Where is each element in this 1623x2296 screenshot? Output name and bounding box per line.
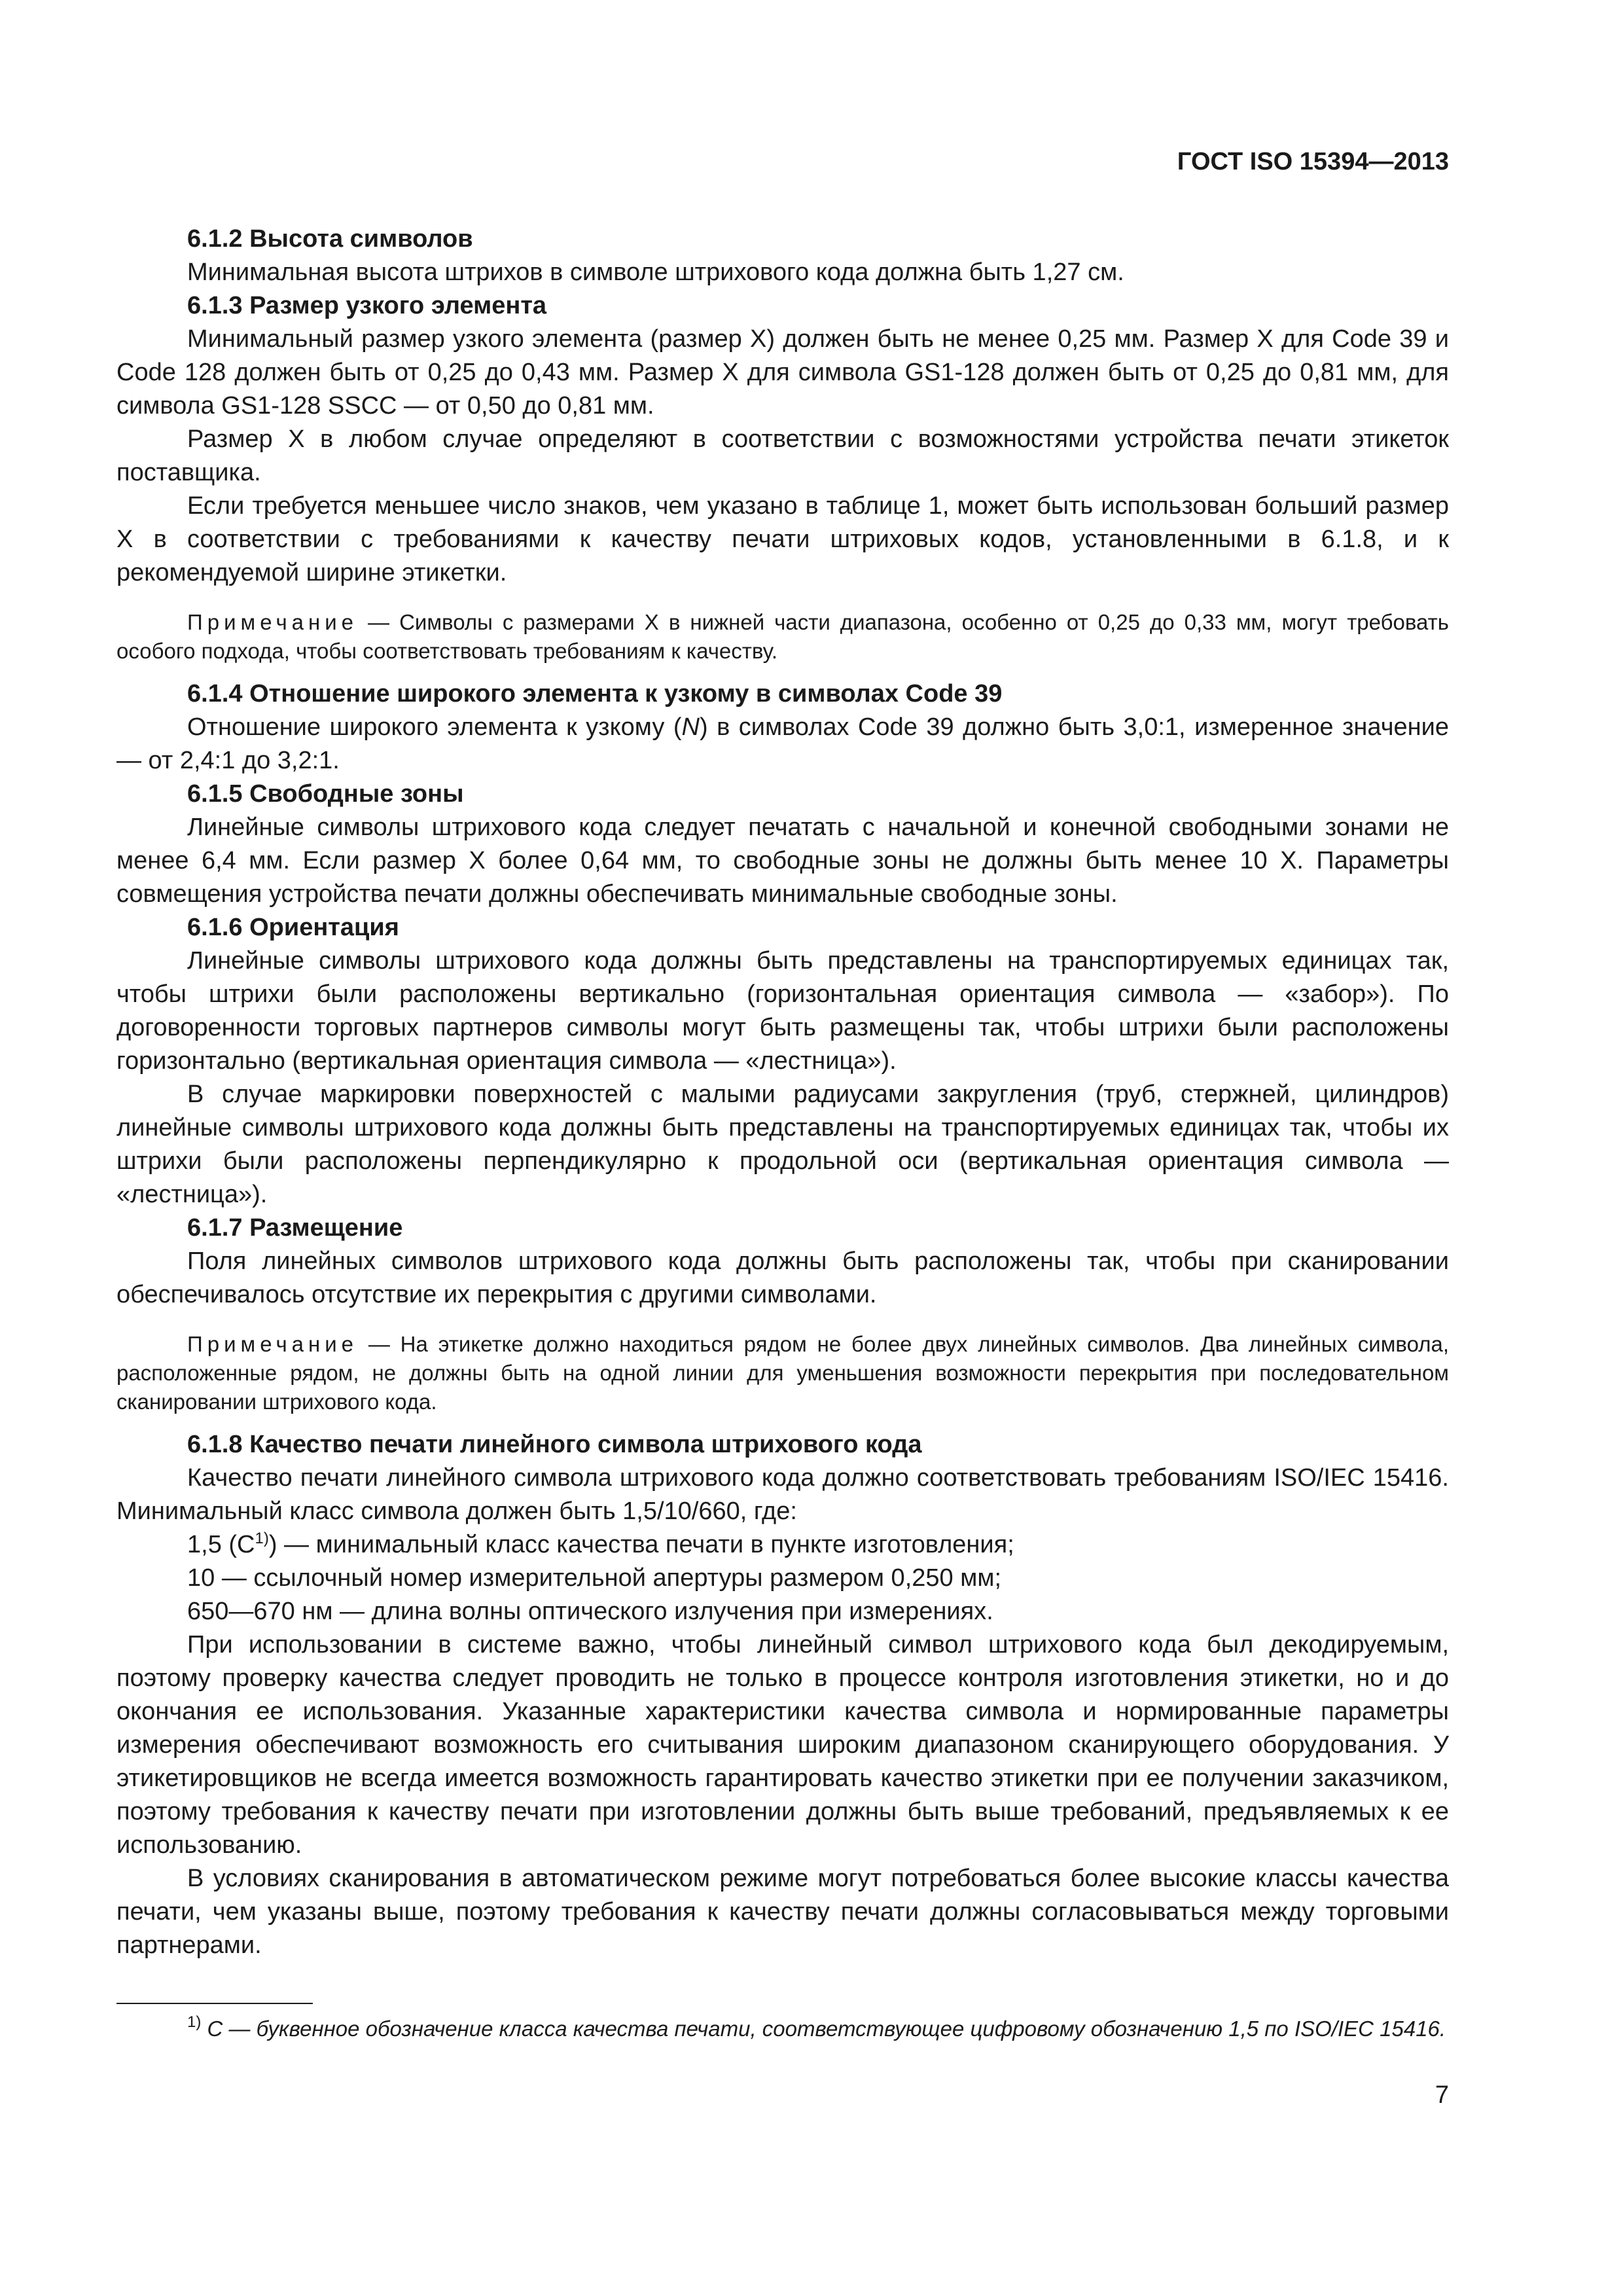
paragraph: Линейные символы штрихового кода следует печатать с начальной и конечной свободными зонами не менее 6,4 мм. Если размер X более 0,64 мм, то свободные зоны не должны быть менее 10 X. Параметры совмещения устройства печати должны обеспечивать минимальные свободные зоны. [116,814,1449,908]
footnote [116,2015,1449,2043]
note-label: Примечание [187,610,359,634]
paragraph: Минимальная высота штрихов в символе штрихового кода должна быть 1,27 см. [187,259,1124,286]
section-heading-6-1-3: 6.1.3 Размер узкого элемента [187,292,547,319]
paragraph: Поля линейных символов штрихового кода должны быть расположены так, чтобы при сканировании обеспечивалось отсутствие их перекрытия с другими символами. [116,1247,1449,1308]
note-text: — На этикетке должно находиться рядом не более двух линейных символов. Два линейных символа, расположенные рядом, не должны быть на одной линии для уменьшения возможности перекрытия при последовательном сканировании штрихового кода. [116,1332,1449,1414]
text-run: 1,5 (C [187,1531,255,1558]
paragraph: Если требуется меньшее число знаков, чем указано в таблице 1, может быть использован больший размер X в соответствии с требованиями к качеству печати штриховых кодов, установленными в 6.1.8, и к рекомендуемой ширине этикетки. [116,492,1449,586]
paragraph [116,711,1449,778]
text-run: Отношение широкого элемента к узкому ( [187,713,682,741]
paragraph: 10 — ссылочный номер измерительной апертуры размером 0,250 мм; [187,1564,1002,1592]
note-label: Примечание [187,1332,359,1356]
paragraph: В случае маркировки поверхностей с малыми радиусами закругления (труб, стержней, цилиндров) линейные символы штрихового кода должны быть представлены на транспортируемых единицах так, чтобы их штрихи были расположены перпендикулярно к продольной оси (вертикальная ориентация символа — «лестница»). [116,1081,1449,1208]
text-run: ) — минимальный класс качества печати в пункте изготовления; [268,1531,1014,1558]
note [116,1330,1449,1416]
footnote-marker: 1) [187,2013,202,2031]
document-body [116,223,1449,1962]
footnote-text: C — буквенное обозначение класса качества печати, соответствующее цифровому обозначению 1,5 по ISO/IEC 15416. [201,2017,1446,2041]
paragraph: В условиях сканирования в автоматическом режиме могут потребоваться более высокие классы качества печати, чем указаны выше, поэтому требования к качеству печати должны согласовываться между торговыми партнерами. [116,1865,1449,1959]
paragraph: Качество печати линейного символа штрихового кода должно соответствовать требованиям ISO/IEC 15416. Минимальный класс символа должен быть 1,5/10/660, где: [116,1464,1449,1525]
section-heading-6-1-5: 6.1.5 Свободные зоны [187,780,464,808]
italic-symbol: N [681,713,700,741]
note [116,608,1449,666]
paragraph [116,1528,1449,1562]
section-heading-6-1-7: 6.1.7 Размещение [187,1214,403,1242]
footnote-divider [116,2003,313,2004]
paragraph: При использовании в системе важно, чтобы линейный символ штрихового кода был декодируемым, поэтому проверку качества следует проводить не только в процессе контроля изготовления этикетки, но и до окончания ее использования. Указанные характеристики качества символа и нормированные параметры измерения обеспечивают возможность его считывания широким диапазоном сканирующего оборудования. У этикетировщиков не всегда имеется возможность гарантировать качество этикетки при ее получении заказчиком, поэтому требования к качеству печати при изготовлении должны быть выше требований, предъявляемых к ее использованию. [116,1631,1449,1859]
section-heading-6-1-6: 6.1.6 Ориентация [187,914,399,941]
section-heading-6-1-2: 6.1.2 Высота символов [187,225,473,253]
paragraph: 650—670 нм — длина волны оптического излучения при измерениях. [187,1598,993,1625]
paragraph: Линейные символы штрихового кода должны быть представлены на транспортируемых единицах так, чтобы штрихи были расположены вертикально (горизонтальная ориентация символа — «забор»). По договоренности торговых партнеров символы могут быть размещены так, чтобы штрихи были расположены горизонтально (вертикальная ориентация символа — «лестница»). [116,947,1449,1075]
footnote-ref: 1) [255,1530,269,1547]
note-text: — Символы с размерами X в нижней части диапазона, особенно от 0,25 до 0,33 мм, могут требовать особого подхода, чтобы соответствовать требованиям к качеству. [116,610,1449,663]
paragraph: Минимальный размер узкого элемента (размер X) должен быть не менее 0,25 мм. Размер X для Code 39 и Code 128 должен быть от 0,25 до 0,43 мм. Размер X для символа GS1-128 должен быть от 0,25 до 0,81 мм, для символа GS1-128 SSCC — от 0,50 до 0,81 мм. [116,325,1449,420]
document-header: ГОСТ ISO 15394—2013 [1177,148,1449,175]
section-heading-6-1-4: 6.1.4 Отношение широкого элемента к узкому в символах Code 39 [187,680,1003,708]
section-heading-6-1-8: 6.1.8 Качество печати линейного символа штрихового кода [187,1431,922,1458]
text-run: ) в символах Code 39 должно быть 3,0:1, измеренное значение — от 2,4:1 до 3,2:1. [116,713,1449,774]
paragraph: Размер X в любом случае определяют в соответствии с возможностями устройства печати этикеток поставщика. [116,425,1449,486]
page-number: 7 [1435,2081,1449,2109]
